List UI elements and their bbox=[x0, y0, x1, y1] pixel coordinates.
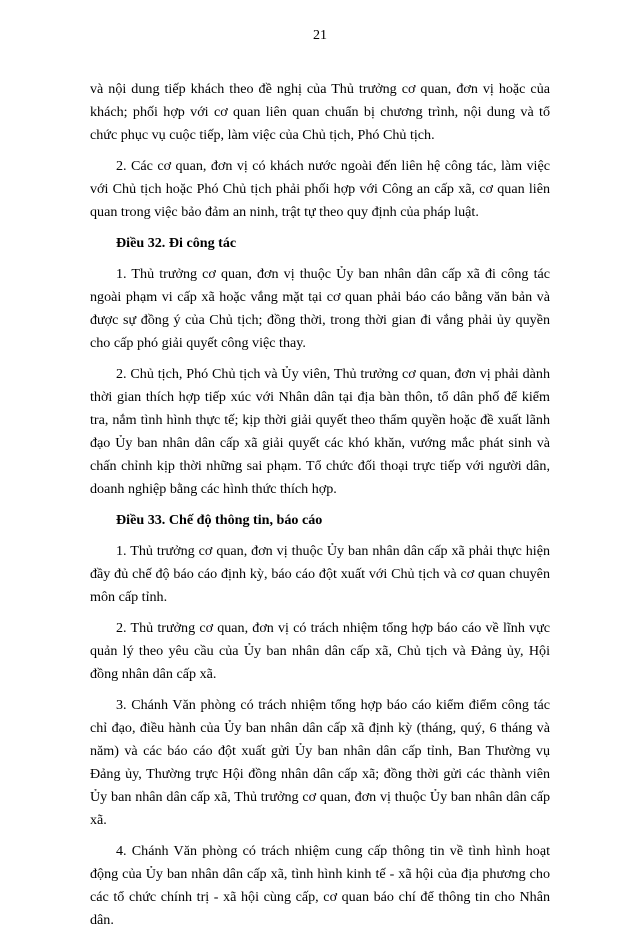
article-33-clause-2: 2. Thủ trưởng cơ quan, đơn vị có trách nhiệm tổng hợp báo cáo về lĩnh vực quản lý theo yêu cầu của Ủy ban nhân dân cấp xã, Chủ tịch và Đảng ủy, Hội đồng nhân dân cấp xã. bbox=[90, 620, 550, 682]
article-32-clause-1: 1. Thủ trưởng cơ quan, đơn vị thuộc Ủy ban nhân dân cấp xã đi công tác ngoài phạm vi cấp xã hoặc vắng mặt tại cơ quan phải báo cáo bằng văn bản và được sự đồng ý của Chủ tịch; đồng thời, trong thời gian đi vắng phải ủy quyền cho cấp phó giải quyết công việc thay. bbox=[90, 266, 550, 351]
paragraph-continuation: và nội dung tiếp khách theo đề nghị của Thủ trưởng cơ quan, đơn vị hoặc của khách; phối hợp với cơ quan liên quan chuẩn bị chương trình, nội dung và tổ chức phục vụ cuộc tiếp, làm việc của Chủ tịch, Phó Chủ tịch. bbox=[90, 81, 550, 143]
page-number: 21 bbox=[313, 28, 327, 43]
article-33-clause-3: 3. Chánh Văn phòng có trách nhiệm tổng hợp báo cáo kiểm điểm công tác chỉ đạo, điều hành của Ủy ban nhân dân cấp xã định kỳ (tháng, quý, 6 tháng và năm) và các báo cáo đột xuất gửi Ủy ban nhân dân cấp tỉnh, Ban Thường vụ Đảng ủy, Thường trực Hội đồng nhân dân cấp xã; đồng thời gửi các thành viên Ủy ban nhân dân cấp xã, Thủ trưởng cơ quan, đơn vị thuộc Ủy ban nhân dân cấp xã. bbox=[90, 697, 550, 828]
document-body bbox=[90, 78, 550, 940]
article-33-heading: Điều 33. Chế độ thông tin, báo cáo bbox=[116, 512, 323, 528]
article-32-heading: Điều 32. Đi công tác bbox=[116, 235, 237, 251]
article-33-clause-4: 4. Chánh Văn phòng có trách nhiệm cung cấp thông tin về tình hình hoạt động của Ủy ban nhân dân cấp xã, tình hình kinh tế - xã hội của địa phương cho các tổ chức chính trị - xã hội cùng cấp, cơ quan báo chí để thông tin cho Nhân dân. bbox=[90, 843, 550, 928]
article-32-clause-2: 2. Chủ tịch, Phó Chủ tịch và Ủy viên, Thủ trưởng cơ quan, đơn vị phải dành thời gian thích hợp tiếp xúc với Nhân dân tại địa bàn thôn, tổ dân phố để kiểm tra, nắm tình hình thực tế; kịp thời giải quyết theo thẩm quyền hoặc đề xuất lãnh đạo Ủy ban nhân dân cấp xã giải quyết các khó khăn, vướng mắc phát sinh và chấn chỉnh kịp thời những sai phạm. Tổ chức đối thoại trực tiếp với người dân, doanh nghiệp bằng các hình thức thích hợp. bbox=[90, 366, 550, 497]
article-33-clause-1: 1. Thủ trưởng cơ quan, đơn vị thuộc Ủy ban nhân dân cấp xã phải thực hiện đầy đủ chế độ báo cáo định kỳ, báo cáo đột xuất với Chủ tịch và cơ quan chuyên môn cấp tỉnh. bbox=[90, 543, 550, 605]
paragraph-foreign-visitors: 2. Các cơ quan, đơn vị có khách nước ngoài đến liên hệ công tác, làm việc với Chủ tịch hoặc Phó Chủ tịch phải phối hợp với Công an cấp xã, cơ quan liên quan trong việc bảo đảm an ninh, trật tự theo quy định của pháp luật. bbox=[90, 158, 550, 220]
